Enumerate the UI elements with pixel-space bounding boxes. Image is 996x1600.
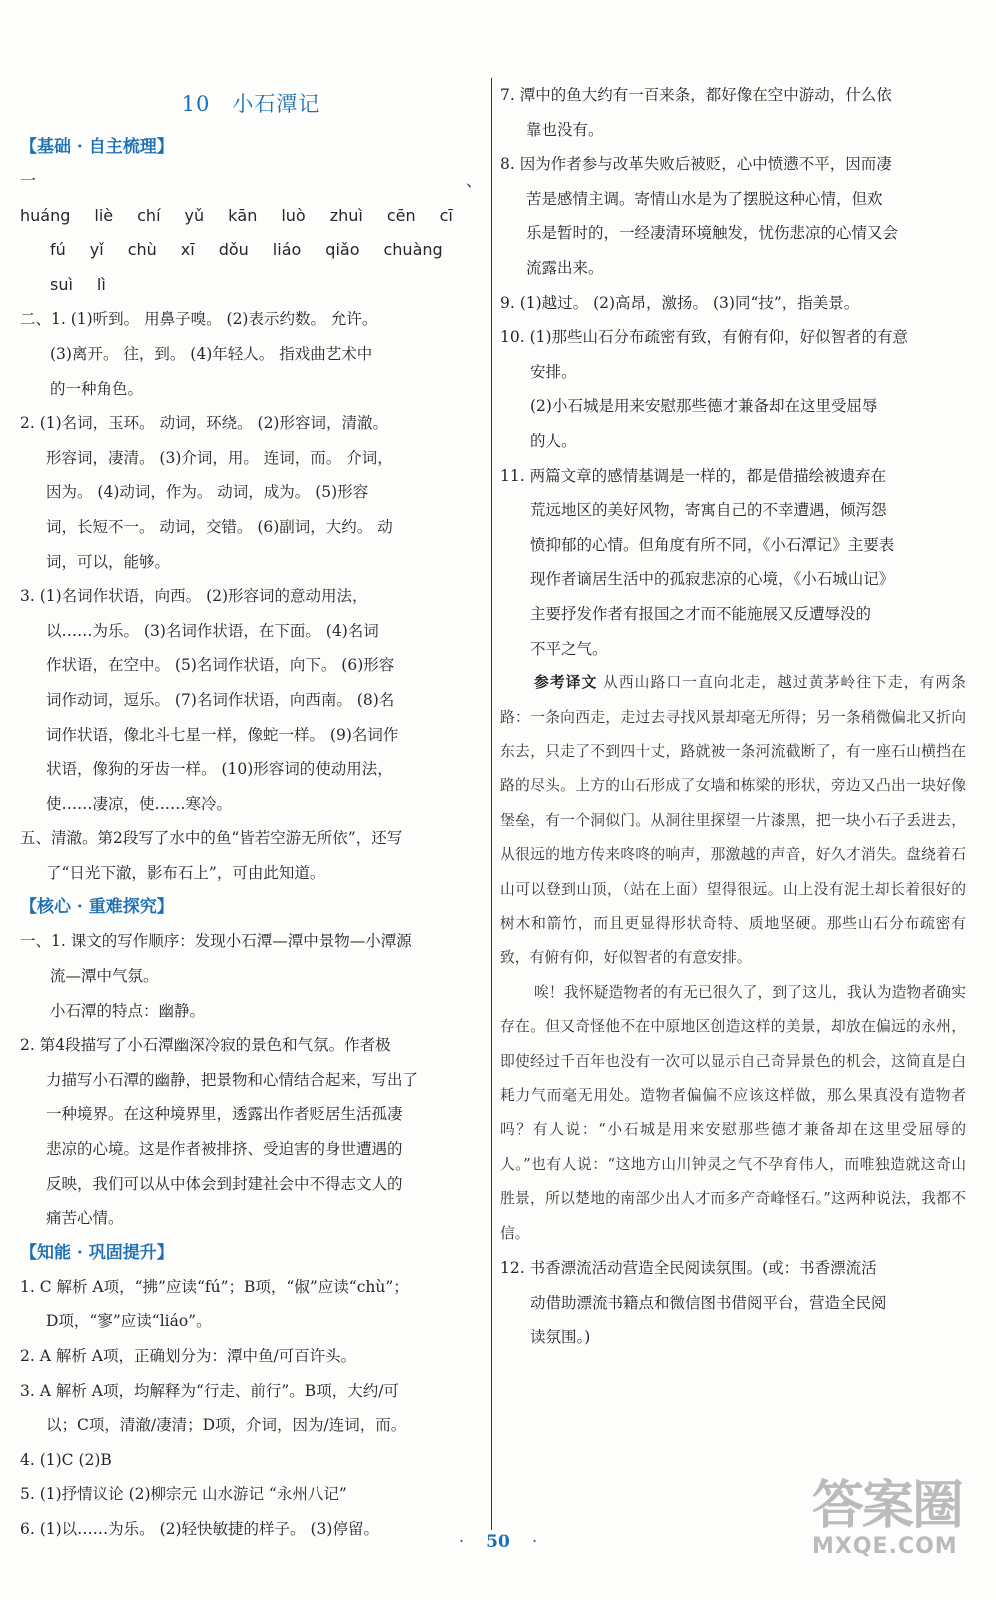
answer-line: 读氛围。) xyxy=(530,1328,591,1347)
answer-line: 安排。 xyxy=(530,362,577,381)
answer-line: 词作状语，像北斗七星一样，像蛇一样。 (9)名词作 xyxy=(46,725,399,744)
pinyin-item: luò xyxy=(281,205,306,225)
answer-line: 现作者谪居生活中的孤寂悲凉的心境，《小石城山记》 xyxy=(530,570,895,589)
answer-line: 流—潭中气氛。 xyxy=(50,967,159,986)
pinyin-item: liáo xyxy=(272,240,302,260)
answer-line: 流露出来。 xyxy=(526,258,604,277)
answer-line: 荒远地区的美好风物，寄寓自己的不幸遭遇，倾泻怨 xyxy=(530,501,887,520)
lesson-name: 小石潭记 xyxy=(232,92,321,116)
pinyin-item: chí xyxy=(137,205,161,225)
answer-line: 8. 因为作者参与改革失败后被贬，心中愤懑不平，因而凄 xyxy=(500,155,892,174)
answer-line: 愤抑郁的心情。但角度有所不同，《小石潭记》主要表 xyxy=(530,535,895,554)
answer-line: 二、1. (1)听到。 用鼻子嗅。 (2)表示约数。 允许。 xyxy=(20,310,378,329)
footer-dot: · xyxy=(458,1532,465,1552)
answer-line: 一、1. 课文的写作顺序：发现小石潭—潭中景物—小潭源 xyxy=(20,932,412,951)
pinyin-row xyxy=(20,268,482,303)
answer-line: 12. 书香漂流活动营造全民阅读氛围。(或：书香漂流活 xyxy=(500,1259,877,1277)
answer-line: 痛苦心情。 xyxy=(46,1209,124,1228)
pinyin-item: dǒu xyxy=(218,240,249,260)
pinyin-prefix: 一、 xyxy=(20,171,482,190)
answer-line: 形容词，凄清。 (3)介词，用。 连词，而。 介词， xyxy=(46,448,393,467)
answer-line: 2. A 解析 A项，正确划分为：潭中鱼/可百许头。 xyxy=(20,1347,357,1365)
pinyin-item: lì xyxy=(96,274,106,294)
page-number: 50 xyxy=(486,1532,510,1552)
answer-line: 5. (1)抒情议论 (2)柳宗元 山水游记 “永州八记” xyxy=(20,1485,347,1504)
pinyin-row xyxy=(20,164,482,233)
watermark-text: 答案圈 xyxy=(812,1476,963,1536)
answer-line: 因为。 (4)动词，作为。 动词，成为。 (5)形容 xyxy=(46,483,369,502)
answer-line: 作状语，在空中。 (5)名词作状语，向下。 (6)形容 xyxy=(46,656,395,675)
answer-line: 以；C项，清澈/凄清；D项，介词，因为/连词，而。 xyxy=(46,1416,407,1435)
pinyin-item: yǐ xyxy=(89,240,104,260)
answer-line: (3)离开。 往，到。 (4)年轻人。 指戏曲艺术中 xyxy=(50,344,373,363)
answer-line: 10. (1)那些山石分布疏密有致，有俯有仰，好似智者的有意 xyxy=(500,328,909,347)
pinyin-row xyxy=(20,233,482,268)
right-column xyxy=(500,78,966,1355)
column-divider xyxy=(491,78,492,1530)
footer-dot: · xyxy=(531,1532,538,1552)
answer-line: 2. 第4段描写了小石潭幽深冷寂的景色和气氛。作者极 xyxy=(20,1036,391,1055)
pinyin-item: liè xyxy=(94,205,114,225)
pinyin-item: chuàng xyxy=(383,240,443,260)
pinyin-item: yǔ xyxy=(184,205,205,225)
answer-line: 3. A 解析 A项，均解释为“行走、前行”。B项，大约/可 xyxy=(20,1381,399,1400)
pinyin-item: cēn xyxy=(386,205,416,225)
answer-line: 3. (1)名词作状语，向西。 (2)形容词的意动用法， xyxy=(20,587,368,606)
answer-line: 乐是暂时的，一经凄清环境触发，忧伤悲凉的心情又会 xyxy=(526,224,899,243)
pinyin-item: fú xyxy=(50,240,66,260)
pinyin-item: xī xyxy=(180,240,195,260)
answer-line: 词，长短不一。 动词，交错。 (6)副词，大约。 动 xyxy=(46,517,393,536)
answer-line: 状语，像狗的牙齿一样。 (10)形容词的使动用法， xyxy=(46,760,393,779)
watermark-domain: MXQE.COM xyxy=(812,1534,958,1559)
pinyin-item: qiǎo xyxy=(325,240,360,260)
answer-line: D项，“寥”应读“liáo”。 xyxy=(46,1312,212,1331)
answer-line: 1. C 解析 A项，“拂”应读“fú”；B项，“俶”应读“chù”； xyxy=(20,1277,409,1296)
answer-line: 词作动词，逗乐。 (7)名词作状语，向西南。 (8)名 xyxy=(46,690,395,709)
answer-line: 使……凄凉，使……寒冷。 xyxy=(46,794,233,813)
translation-text: 从西山路口一直向北走，越过黄茅岭往下走，有两条路：一条向西走，走过去寻找风景却毫无所得；另一条稍微偏北又折向东去，只走了不到四十丈，路就被一条河流截断了，有一座石山横挡在路的尽头。上方的山石形成了女墙和栋梁的形状，旁边又凸出一块好像堡垒，有一个洞似门。从洞往里探望一片漆黑，把一块小石子丢进去，从很远的地方传来咚咚的响声，那激越的声音，好久才消失。盘绕着石山可以登到山顶，（站在上面）望得很远。山上没有泥土却长着很好的树木和箭竹，而且更显得形状奇特、质地坚硬。那些山石分布疏密有致，有俯有仰，好似智者的有意安排。 xyxy=(500,674,966,967)
pinyin-item: chù xyxy=(127,240,157,260)
lesson-number: 10 xyxy=(181,92,211,116)
answer-line: 悲凉的心境。这是作者被排挤、受迫害的身世遭遇的 xyxy=(46,1140,403,1159)
answer-line: 以……为乐。 (3)名词作状语，在下面。 (4)名词 xyxy=(46,621,379,640)
translation-paragraph-1 xyxy=(500,666,966,976)
section-basic-heading: 【基础 · 自主梳理】 xyxy=(20,137,174,157)
pinyin-item: kān xyxy=(228,205,258,225)
answer-line: 9. (1)越过。 (2)高昂，激扬。 (3)同“技”，指美景。 xyxy=(500,293,860,312)
answer-line: (2)小石城是用来安慰那些德才兼备却在这里受屈辱 xyxy=(530,397,878,416)
pinyin-item: suì xyxy=(50,274,73,294)
answer-line: 词，可以，能够。 xyxy=(46,552,171,571)
translation-paragraph-2: 唉！我怀疑造物者的有无已很久了，到了这儿，我认为造物者确实存在。但又奇怪他不在中原地区创造这样的美景，却放在偏远的永州，即使经过千百年也没有一次可以显示自己奇异景色的机会，这简直是白耗力气而毫无用处。造物者偏偏不应该这样做，那么果真没有造物者吗？有人说：“小石城是用来安慰那些德才兼备却在这里受屈辱的人。”也有人说：“这地方山川钟灵之气不孕育伟人，而唯独造就这奇山胜景，所以楚地的南部少出人才而多产奇峰怪石。”这两种说法，我都不信。 xyxy=(500,983,966,1242)
section-skill-heading: 【知能 · 巩固提升】 xyxy=(20,1242,174,1263)
answer-line: 的一种角色。 xyxy=(50,379,144,398)
lesson-title xyxy=(20,78,482,130)
answer-line: 4. (1)C (2)B xyxy=(20,1450,112,1469)
answer-line: 苦是感情主调。寄情山水是为了摆脱这种心情，但欢 xyxy=(526,189,883,208)
answer-line: 11. 两篇文章的感情基调是一样的，都是借描绘被遗弃在 xyxy=(500,466,887,485)
answer-line: 一种境界。在这种境界里，透露出作者贬居生活孤凄 xyxy=(46,1105,403,1124)
left-column xyxy=(20,78,482,1547)
pinyin-item: cī xyxy=(439,205,453,225)
pinyin-item: huáng xyxy=(20,205,71,225)
answer-line: 的人。 xyxy=(530,431,577,450)
answer-line: 动借助漂流书籍点和微信图书借阅平台，营造全民阅 xyxy=(530,1293,887,1312)
answer-line: 6. (1)以……为乐。 (2)轻快敏捷的样子。 (3)停留。 xyxy=(20,1519,379,1538)
answer-line: 力描写小石潭的幽静，把景物和心情结合起来，写出了 xyxy=(46,1070,419,1089)
answer-line: 7. 潭中的鱼大约有一百来条，都好像在空中游动，什么依 xyxy=(500,86,892,104)
answer-line: 不平之气。 xyxy=(530,639,608,658)
answer-line: 反映，我们可以从中体会到封建社会中不得志文人的 xyxy=(46,1174,403,1193)
watermark-logo xyxy=(812,1478,972,1590)
answer-line: 小石潭的特点：幽静。 xyxy=(50,1001,206,1020)
answer-line: 2. (1)名词，玉环。 动词，环绕。 (2)形容词，清澈。 xyxy=(20,414,388,433)
section-core-heading: 【核心 · 重难探究】 xyxy=(20,897,174,918)
pinyin-item: zhuì xyxy=(329,205,363,225)
answer-line: 主要抒发作者有报国之才而不能施展又反遭辱没的 xyxy=(530,604,872,623)
answer-line: 五、清澈。第2段写了水中的鱼“皆若空游无所依”，还写 xyxy=(20,829,403,848)
translation-label: 参考译文 xyxy=(534,674,598,692)
answer-line: 靠也没有。 xyxy=(526,120,604,139)
answer-line: 了“日光下澈，影布石上”，可由此知道。 xyxy=(46,863,326,882)
